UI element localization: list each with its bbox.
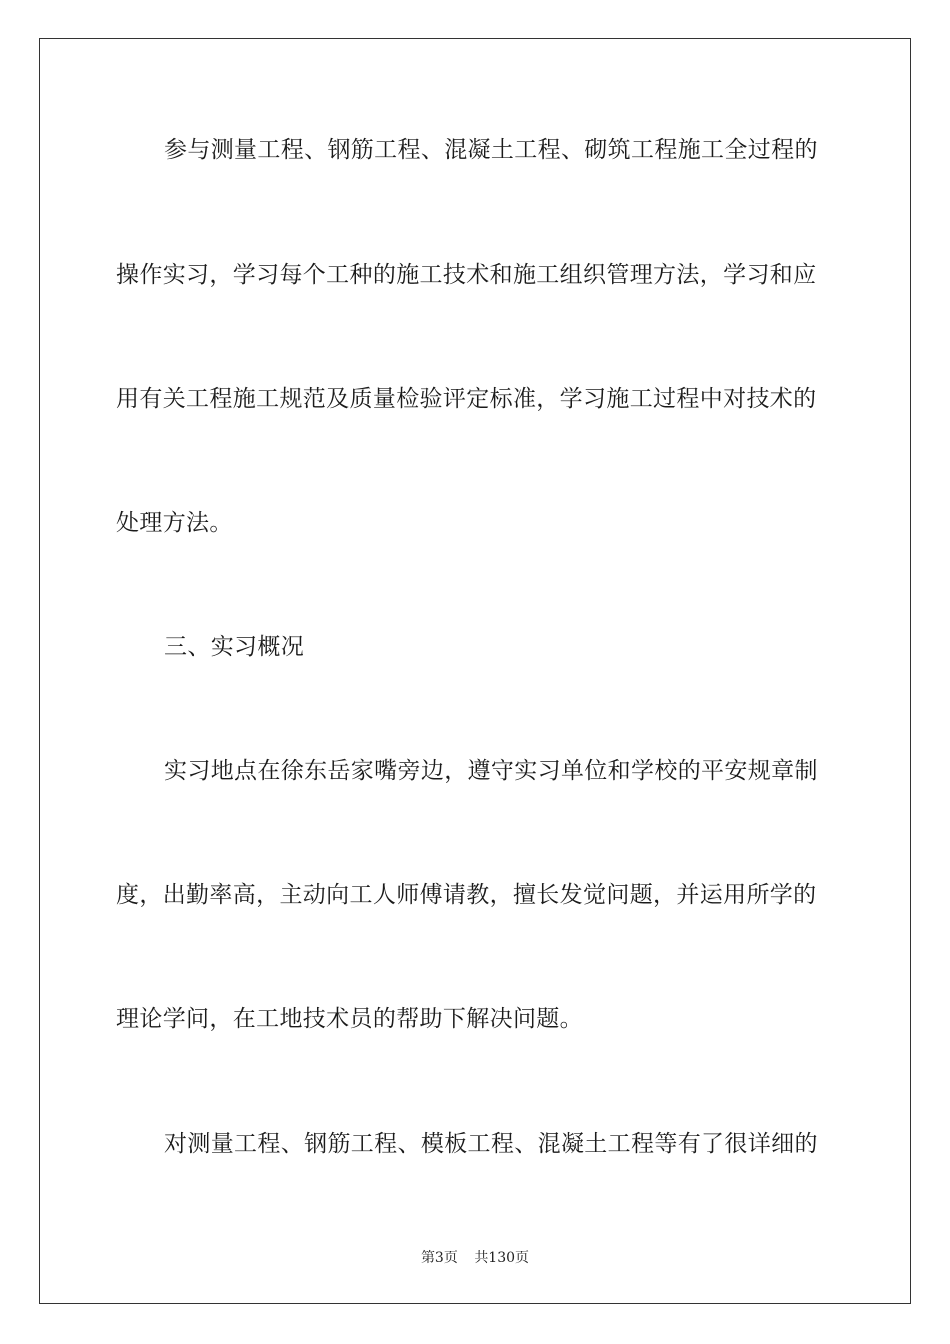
- body-text-line-4: 处理方法。: [116, 510, 233, 536]
- page-total: 共130页: [474, 1250, 530, 1266]
- section-heading: 三、实习概况: [164, 634, 305, 660]
- body-text-line-8: 对测量工程、钢筋工程、模板工程、混凝土工程等有了很详细的: [164, 1131, 818, 1157]
- body-text-line-2: 操作实习，学习每个工种的施工技术和施工组织管理方法，学习和应: [116, 262, 817, 288]
- body-text-line-7: 理论学问，在工地技术员的帮助下解决问题。: [116, 1006, 583, 1032]
- body-text-line-3: 用有关工程施工规范及质量检验评定标准，学习施工过程中对技术的: [116, 386, 817, 412]
- body-text-line-1: 参与测量工程、钢筋工程、混凝土工程、砌筑工程施工全过程的: [164, 137, 818, 163]
- body-text-line-5: 实习地点在徐东岳家嘴旁边，遵守实习单位和学校的平安规章制: [164, 758, 818, 784]
- body-text-line-6: 度，出勤率高，主动向工人师傅请教，擅长发觉问题，并运用所学的: [116, 882, 817, 908]
- page-number: 第3页: [420, 1250, 458, 1266]
- page-border: [39, 38, 911, 1304]
- page-footer: [0, 1249, 950, 1267]
